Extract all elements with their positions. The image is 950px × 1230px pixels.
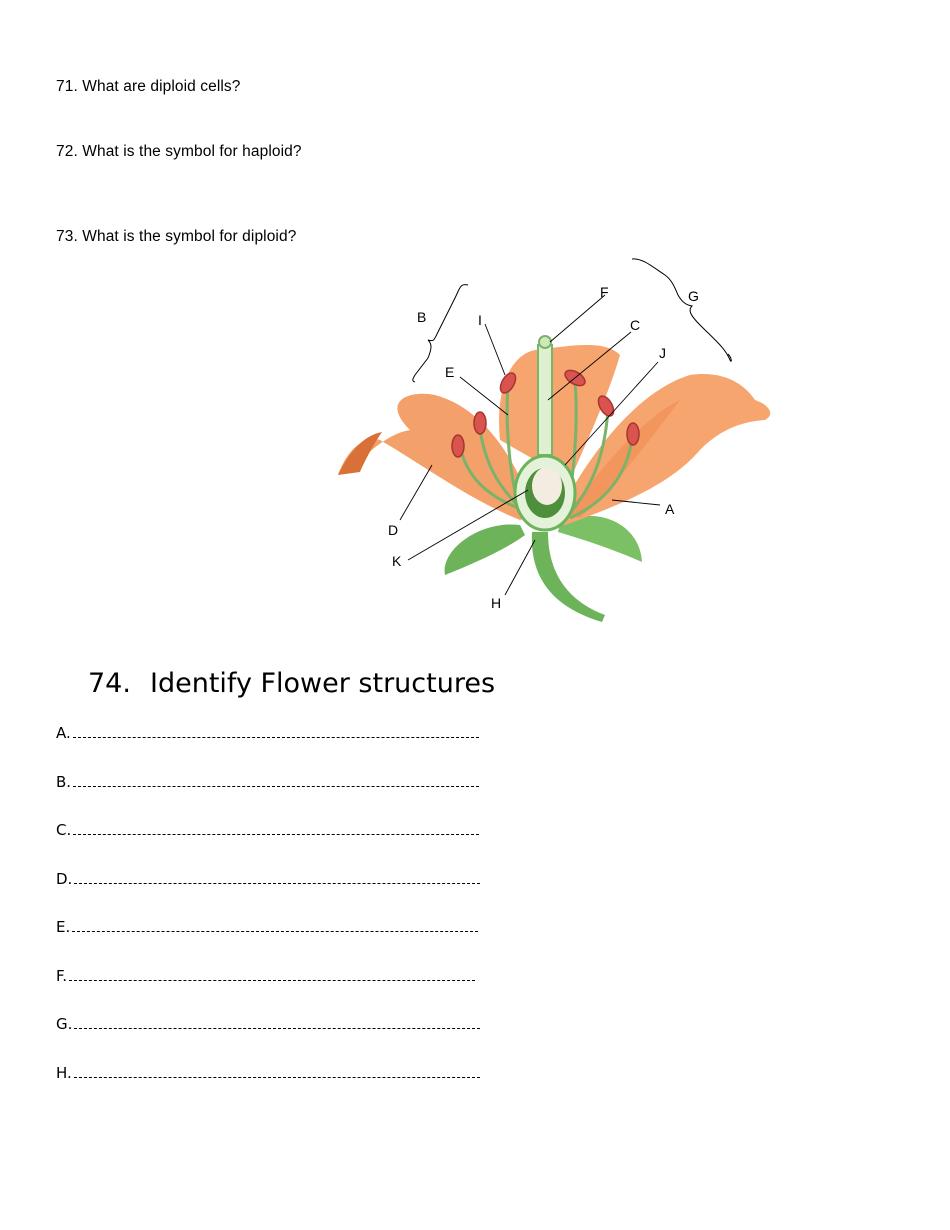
answer-label: G. [56,1015,73,1033]
answer-label: C. [56,821,72,839]
answer-f[interactable] [56,967,475,985]
label-h: H [491,595,502,611]
answer-label: A. [56,724,71,742]
answer-d[interactable] [56,870,480,888]
label-j: J [659,345,666,361]
stem [532,532,605,622]
section-title: Identify Flower structures [150,668,496,699]
label-f: F [600,284,609,300]
section-number: 74. [88,668,131,699]
answer-b[interactable] [56,773,479,791]
answer-line[interactable] [74,1015,480,1029]
stigma [539,336,551,348]
label-i: I [478,312,482,328]
answer-line[interactable] [73,821,479,835]
bracket-b [413,285,468,382]
ovule [532,467,562,505]
label-e: E [445,364,455,380]
question-71: 71. What are diploid cells? [56,78,241,95]
answer-label: F. [56,967,67,985]
label-d: D [388,522,399,538]
answer-c[interactable] [56,821,479,839]
label-b: B [417,309,427,325]
flower-diagram [320,250,790,630]
answer-label: H. [56,1064,72,1082]
label-k: K [392,553,402,569]
label-g: G [688,288,699,304]
answer-g[interactable] [56,1015,480,1033]
answer-label: E. [56,918,71,936]
section-heading [88,668,495,699]
answer-line[interactable] [72,918,478,932]
answer-line[interactable] [74,870,480,884]
label-a: A [665,501,675,517]
answer-line[interactable] [69,967,475,981]
style [538,345,552,455]
answer-line[interactable] [74,1064,480,1078]
label-c: C [630,317,641,333]
answer-line[interactable] [73,773,479,787]
answer-h[interactable] [56,1064,480,1082]
petal-left-shade [338,432,382,475]
answer-line[interactable] [73,724,479,738]
bracket-g [632,259,731,361]
question-72: 72. What is the symbol for haploid? [56,143,302,160]
answer-e[interactable] [56,918,478,936]
answer-label: B. [56,773,72,791]
question-73: 73. What is the symbol for diploid? [56,228,297,245]
answer-label: D. [56,870,73,888]
answer-a[interactable] [56,724,479,742]
